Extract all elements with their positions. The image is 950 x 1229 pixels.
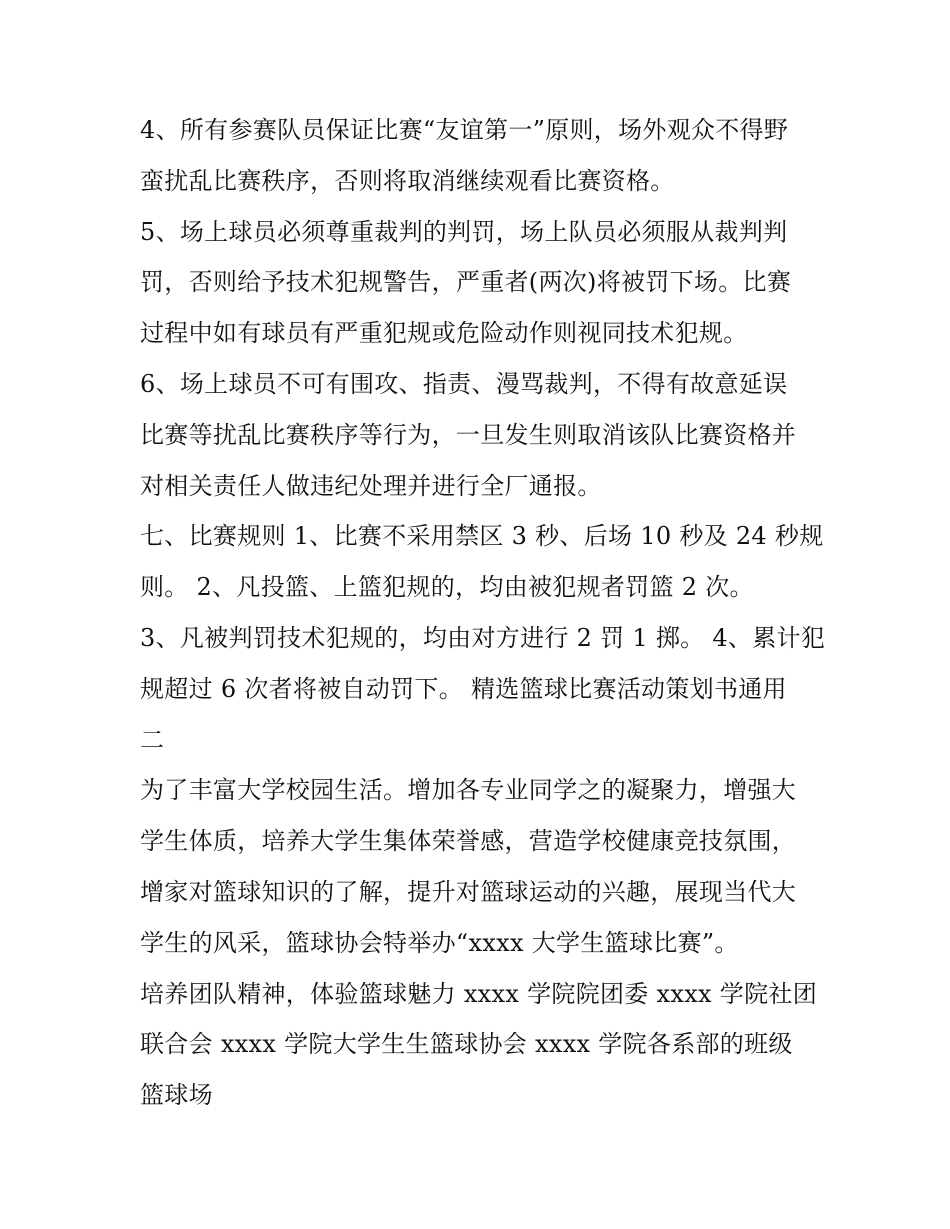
text-line: 6、场上球员不可有围攻、指责、漫骂裁判，不得有故意延误 xyxy=(140,369,788,398)
document-body xyxy=(140,105,826,1121)
text-line: 七、比赛规则 1、比赛不采用禁区 3 秒、后场 10 秒及 24 秒规 xyxy=(140,522,824,551)
text-line: 增家对篮球知识的了解，提升对篮球运动的兴趣，展现当代大 xyxy=(140,877,797,906)
text-line: 为了丰富大学校园生活。增加各专业同学之的凝聚力，增强大 xyxy=(140,776,797,805)
text-line: 5、场上球员必须尊重裁判的判罚，场上队员必须服从裁判判 xyxy=(140,217,788,246)
text-line: 对相关责任人做违纪处理并进行全厂通报。 xyxy=(140,471,602,500)
text-line: 4、所有参赛队员保证比赛“友谊第一”原则，场外观众不得野 xyxy=(140,116,789,144)
text-line: 罚，否则给予技术犯规警告，严重者(两次)将被罚下场。比赛 xyxy=(140,268,792,297)
text-line: 过程中如有球员有严重犯规或危险动作则视同技术犯规。 xyxy=(140,319,748,348)
text-line: 培养团队精神，体验篮球魅力 xxxx 学院院团委 xxxx 学院社团 xyxy=(140,979,817,1008)
text-line: 规超过 6 次者将被自动罚下。 精选篮球比赛活动策划书通用 xyxy=(140,674,787,703)
text-line: 蛮扰乱比赛秩序，否则将取消继续观看比赛资格。 xyxy=(140,166,675,195)
text-line: 则。 2、凡投篮、上篮犯规的，均由被犯规者罚篮 2 次。 xyxy=(140,573,754,602)
text-line: 比赛等扰乱比赛秩序等行为，一旦发生则取消该队比赛资格并 xyxy=(140,420,797,449)
text-line: 联合会 xxxx 学院大学生生篮球协会 xxxx 学院各系部的班级 xyxy=(140,1030,793,1059)
text-line: 3、凡被判罚技术犯规的，均由对方进行 2 罚 1 掷。 4、累计犯 xyxy=(140,623,826,652)
text-line: 学生体质，培养大学生集体荣誉感，营造学校健康竞技氛围， xyxy=(140,827,797,856)
text-line: 学生的风采，篮球协会特举办“xxxx 大学生篮球比赛”。 xyxy=(140,928,739,957)
text-line: 二 xyxy=(140,725,165,754)
text-line: 篮球场 xyxy=(140,1081,213,1110)
